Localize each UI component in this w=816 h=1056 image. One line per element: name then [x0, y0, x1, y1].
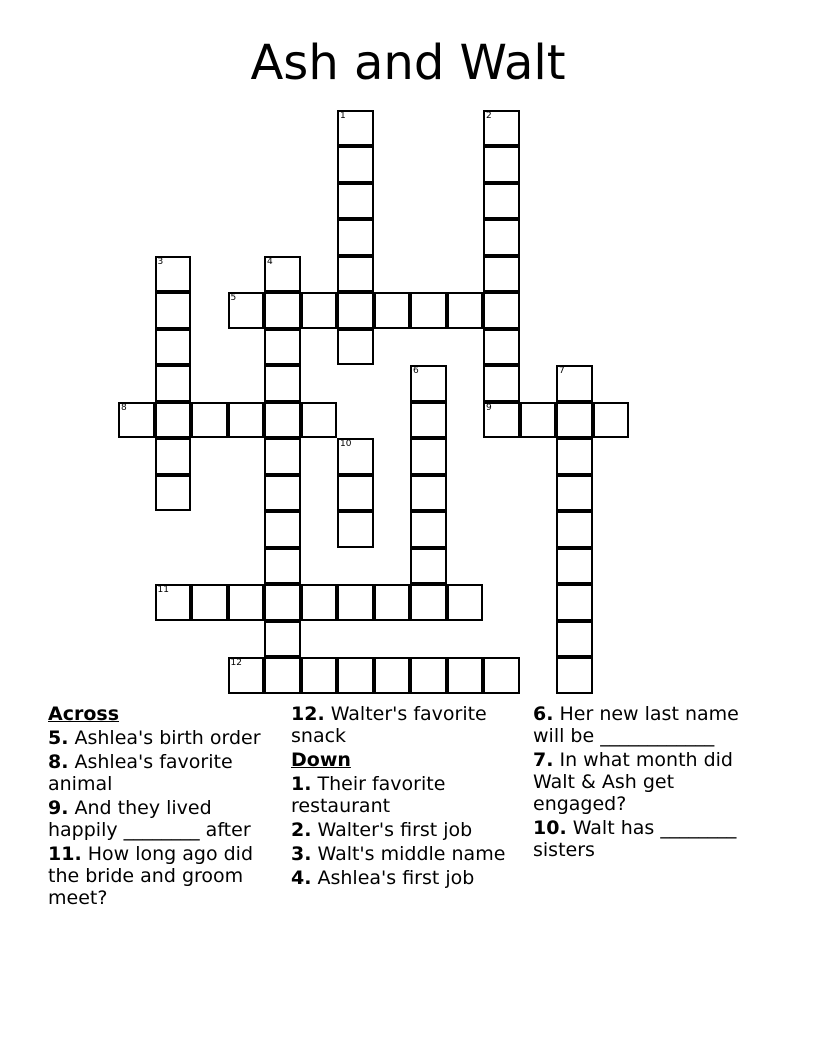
grid-cell[interactable] [447, 584, 484, 621]
down-header: Down [291, 749, 351, 771]
grid-cell[interactable] [483, 292, 520, 329]
clue-text: Walter's favorite snack [291, 703, 487, 747]
clue-item [533, 749, 753, 815]
clue-number: 3 [157, 256, 164, 267]
grid-cell[interactable] [483, 146, 520, 183]
clue-text: Ashlea's first job [311, 867, 475, 889]
clue-number: 1 [340, 110, 346, 121]
grid-cell[interactable] [410, 657, 447, 694]
clue-number-label: 11. [48, 843, 82, 865]
clue-item [291, 703, 523, 747]
grid-cell[interactable] [264, 584, 301, 621]
clue-number: 12 [230, 658, 242, 668]
grid-cell[interactable] [410, 365, 447, 402]
clue-number-label: 12. [291, 703, 325, 725]
grid-cell[interactable] [155, 292, 192, 329]
clue-text: Their favorite restaurant [291, 773, 446, 817]
grid-cell[interactable] [556, 548, 593, 585]
grid-cell[interactable] [483, 110, 520, 147]
grid-cell[interactable] [264, 548, 301, 585]
clue-text: And they lived happily ________ after [48, 797, 251, 841]
grid-cell[interactable] [483, 256, 520, 293]
clue-item [291, 773, 523, 817]
grid-cell[interactable] [301, 292, 338, 329]
grid-cell[interactable] [410, 511, 447, 548]
clues-column-1 [48, 703, 280, 911]
clue-number: 8 [121, 402, 127, 413]
clue-item [48, 727, 280, 749]
clue-text: Her new last name will be ____________ [533, 703, 739, 747]
grid-cell[interactable] [410, 402, 447, 439]
grid-cell[interactable] [337, 146, 374, 183]
grid-cell[interactable] [483, 657, 520, 694]
grid-cell[interactable] [337, 584, 374, 621]
across-header: Across [48, 703, 120, 725]
grid-cell[interactable] [228, 402, 265, 439]
grid-cell[interactable] [301, 584, 338, 621]
grid-cell[interactable] [337, 219, 374, 256]
clue-number-label: 1. [291, 773, 312, 795]
grid-cell[interactable] [410, 584, 447, 621]
clue-item [533, 703, 753, 747]
grid-cell[interactable] [264, 511, 301, 548]
clue-number: 11 [157, 585, 169, 595]
clue-number-label: 10. [533, 817, 567, 839]
grid-cell[interactable] [155, 475, 192, 512]
grid-cell[interactable] [556, 511, 593, 548]
grid-cell[interactable] [155, 256, 192, 293]
grid-cell[interactable] [264, 475, 301, 512]
clue-number-label: 8. [48, 751, 69, 773]
grid-cell[interactable] [118, 402, 155, 439]
clue-number-label: 6. [533, 703, 554, 725]
grid-cell[interactable] [155, 402, 192, 439]
grid-cell[interactable] [410, 292, 447, 329]
clue-item [291, 819, 523, 841]
grid-cell[interactable] [228, 657, 265, 694]
clue-number: 7 [559, 366, 565, 376]
grid-cell[interactable] [556, 365, 593, 402]
grid-cell[interactable] [483, 219, 520, 256]
clue-number-label: 5. [48, 727, 69, 749]
clue-number-label: 4. [291, 867, 312, 889]
grid-cell[interactable] [264, 657, 301, 694]
clue-text: How long ago did the bride and groom meet? [48, 843, 254, 909]
grid-cell[interactable] [301, 402, 338, 439]
grid-cell[interactable] [556, 584, 593, 621]
grid-cell[interactable] [483, 329, 520, 366]
grid-cell[interactable] [228, 292, 265, 329]
grid-cell[interactable] [191, 584, 228, 621]
grid-cell[interactable] [556, 438, 593, 475]
grid-cell[interactable] [374, 584, 411, 621]
grid-cell[interactable] [155, 438, 192, 475]
grid-cell[interactable] [264, 621, 301, 658]
grid-cell[interactable] [155, 365, 192, 402]
clue-number: 2 [486, 110, 492, 121]
clue-number: 6 [413, 366, 419, 376]
grid-cell[interactable] [301, 657, 338, 694]
grid-cell[interactable] [337, 110, 374, 147]
grid-cell[interactable] [264, 438, 301, 475]
grid-cell[interactable] [483, 365, 520, 402]
clue-item [48, 751, 280, 795]
clue-item [291, 843, 523, 865]
grid-cell[interactable] [264, 292, 301, 329]
grid-cell[interactable] [337, 511, 374, 548]
grid-cell[interactable] [337, 292, 374, 329]
grid-cell[interactable] [191, 402, 228, 439]
clue-number-label: 9. [48, 797, 69, 819]
puzzle-title: Ash and Walt [250, 35, 566, 91]
grid-cell[interactable] [264, 256, 301, 293]
clue-item [48, 797, 280, 841]
grid-cell[interactable] [483, 402, 520, 439]
clues-column-2 [291, 703, 523, 891]
grid-cell[interactable] [155, 584, 192, 621]
grid-cell[interactable] [556, 402, 593, 439]
clue-number-label: 7. [533, 749, 554, 771]
grid-cell[interactable] [155, 329, 192, 366]
grid-cell[interactable] [337, 329, 374, 366]
grid-cell[interactable] [410, 475, 447, 512]
clue-number-label: 3. [291, 843, 312, 865]
grid-cell[interactable] [228, 584, 265, 621]
grid-cell[interactable] [337, 256, 374, 293]
clue-item [533, 817, 753, 861]
grid-cell[interactable] [556, 475, 593, 512]
clues-column-3 [533, 703, 753, 863]
grid-cell[interactable] [264, 329, 301, 366]
grid-cell[interactable] [337, 475, 374, 512]
grid-cell[interactable] [337, 438, 374, 475]
grid-cell[interactable] [593, 402, 630, 439]
grid-cell[interactable] [447, 657, 484, 694]
clue-text: Walt has ________ sisters [533, 817, 737, 861]
clue-text: Walter's first job [311, 819, 473, 841]
clue-number: 4 [267, 256, 273, 267]
clue-item [291, 867, 523, 889]
grid-cell[interactable] [337, 657, 374, 694]
grid-cell[interactable] [264, 402, 301, 439]
grid-cell[interactable] [483, 183, 520, 220]
grid-cell[interactable] [410, 548, 447, 585]
clue-text: Walt's middle name [311, 843, 506, 865]
grid-cell[interactable] [374, 292, 411, 329]
grid-cell[interactable] [374, 657, 411, 694]
clue-text: Ashlea's birth order [68, 727, 261, 749]
clue-text: In what month did Walt & Ash get engaged? [533, 749, 733, 815]
clue-text: Ashlea's favorite animal [48, 751, 233, 795]
clue-number: 5 [230, 293, 237, 303]
grid-cell[interactable] [337, 183, 374, 220]
grid-cell[interactable] [410, 438, 447, 475]
grid-cell[interactable] [520, 402, 557, 439]
grid-cell[interactable] [556, 621, 593, 658]
grid-cell[interactable] [447, 292, 484, 329]
grid-cell[interactable] [556, 657, 593, 694]
grid-cell[interactable] [264, 365, 301, 402]
clue-item [48, 843, 280, 909]
clue-number: 10 [340, 439, 352, 449]
clue-number: 9 [486, 402, 492, 413]
clue-number-label: 2. [291, 819, 312, 841]
